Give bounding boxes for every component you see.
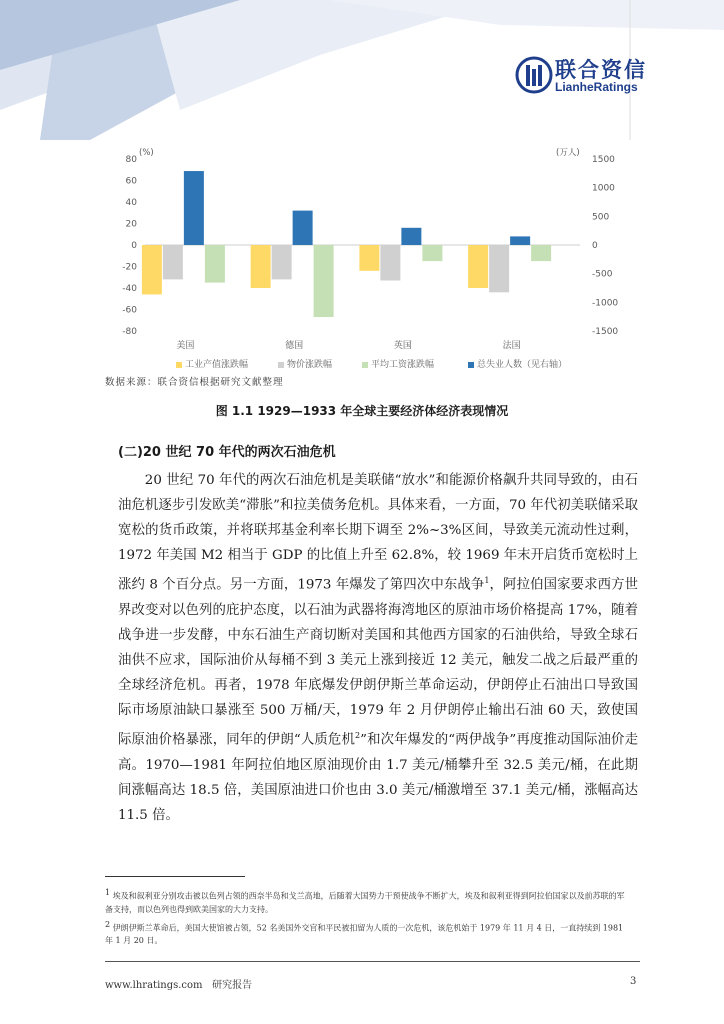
legend-swatch [176, 362, 182, 368]
legend-item [362, 357, 434, 370]
right-tick-label: -1000 [592, 298, 619, 309]
left-tick-label: -80 [122, 327, 137, 337]
legend-item [468, 357, 567, 370]
left-tick-label: 60 [125, 176, 137, 187]
left-axis-label: (%) [139, 148, 154, 158]
left-tick-label: -40 [122, 284, 137, 294]
right-tick-label: 500 [592, 212, 610, 223]
body-paragraph [118, 468, 638, 828]
footer-url[interactable]: www.lhratings.com [105, 980, 203, 991]
right-tick-label: 1500 [592, 155, 615, 165]
footnote-number: 1 [105, 888, 111, 897]
logo-mark-icon [515, 56, 553, 94]
right-tick-label: -1500 [592, 327, 619, 337]
footer-divider [105, 961, 640, 962]
footer-site [105, 976, 252, 991]
left-tick-label: -60 [122, 305, 137, 316]
left-tick-label: -20 [122, 262, 137, 273]
bar-2 [163, 245, 183, 279]
right-tick-label: 0 [592, 241, 598, 251]
left-tick-label: 20 [125, 219, 137, 230]
legend-swatch [362, 362, 368, 368]
bar-3 [314, 245, 334, 317]
category-label: 法国 [502, 341, 521, 351]
section-heading: (二)20 世纪 70 年代的两次石油危机 [118, 445, 336, 460]
logo-name-cn: 联合资信 [555, 58, 647, 82]
right-tick-label: 1000 [592, 183, 615, 194]
category-label: 英国 [393, 341, 412, 351]
footnote-ref-1[interactable]: 1 [484, 576, 490, 586]
legend-swatch [278, 362, 284, 368]
footnote-ref-2[interactable]: 2 [355, 731, 361, 741]
footnotes [105, 886, 625, 949]
bar-2 [489, 245, 509, 292]
legend-item [278, 357, 332, 370]
legend-label: 工业产值涨跌幅 [185, 360, 249, 370]
footnote-number: 2 [105, 919, 111, 929]
legend-label: 物价涨跌幅 [287, 360, 333, 370]
bar-4 [184, 171, 204, 245]
paragraph-part-3: ”和次年爆发的“两伊战争”再度推动国际油价走高。1970—1981 年阿拉伯地区原油现价由 1.7 美元/桶攀升至 32.5 美元/桶，在此期间涨幅高达 18.5 倍，美国原油进口价也由 3.0 美元/桶激增至 37.1 美元/桶，涨幅高达 11.5 倍。 [118, 732, 638, 824]
category-label: 德国 [285, 341, 304, 351]
footer-doc-type: 研究报告 [212, 980, 253, 991]
left-tick-label: 80 [125, 155, 137, 165]
bar-2 [380, 245, 400, 280]
bar-1 [251, 245, 271, 288]
bar-4 [293, 211, 313, 245]
legend-item [176, 357, 248, 370]
logo-name-en: LianheRatings [555, 80, 638, 94]
bar-4 [510, 236, 530, 245]
right-tick-label: -500 [592, 269, 613, 280]
chart-legend [170, 355, 610, 373]
legend-label: 平均工资涨跌幅 [371, 360, 435, 370]
page-number: 3 [630, 976, 637, 987]
bar-chart [100, 140, 630, 372]
figure-caption: 图 1.1 1929—1933 年全球主要经济体经济表现情况 [215, 404, 509, 418]
bar-1 [359, 245, 379, 271]
bar-3 [531, 245, 551, 261]
footnote-2 [105, 918, 625, 948]
data-source: 数据来源：联合资信根据研究文献整理 [105, 377, 284, 388]
bar-3 [422, 245, 442, 261]
left-tick-label: 0 [131, 241, 137, 251]
bar-4 [401, 228, 421, 245]
legend-label: 总失业人数（见右轴） [477, 360, 568, 370]
footnote-divider [105, 876, 245, 877]
category-label: 美国 [176, 341, 195, 351]
bar-3 [205, 245, 225, 283]
left-tick-label: 40 [125, 198, 137, 208]
bar-2 [272, 245, 292, 279]
paragraph-part-1: 20 世纪 70 年代的两次石油危机是美联储“放水”和能源价格飙升共同导致的，由石油危机逐步引发欧美“滞胀”和拉美债务危机。具体来看，一方面，70 年代初美联储采取宽松的货币政策，并将联邦基金利率长期下调至 2%~3%区间，导致美元流动性过剩，1972 年美国 M2 相当于 GDP 的比值上升至 62.8%，较 1969 年末开启货币宽松时上涨约 8 个百分点。另一方面，1973 年爆发了第四次中东战争 [118, 473, 638, 593]
footnote-text: 埃及和叙利亚分别攻击被以色列占领的西奈半岛和戈兰高地，后随着大国势力干预使战争不断扩大，埃及和叙利亚得到阿拉伯国家以及前苏联的军备支持，而以色列也得到欧美国家的大力支持。 [105, 891, 625, 914]
paragraph-part-2: ，阿拉伯国家要求西方世界改变对以色列的庇护态度，以石油为武器将海湾地区的原油市场价格提高 17%，随着战争进一步发酵，中东石油生产商切断对美国和其他西方国家的石油供给，导致全球石油供不应求，国际油价从每桶不到 3 美元上涨到接近 12 美元，触发二战之后最严重的全球经济危机。再者，1978 年底爆发伊朗伊斯兰革命运动，伊朗停止石油出口导致国际市场原油缺口暴涨至 500 万桶/天，1979 年 2 月伊朗停止输出石油 60 天，致使国际原油价格暴涨，同年的伊朗“人质危机 [118, 577, 638, 748]
right-axis-label: (万人) [556, 148, 580, 158]
footnote-1 [105, 886, 625, 916]
legend-swatch [468, 362, 474, 368]
bar-1 [468, 245, 488, 288]
bar-1 [142, 245, 162, 294]
footnote-text: 伊朗伊斯兰革命后，美国大使馆被占领，52 名美国外交官和平民被扣留为人质的一次危机，该危机始于 1979 年 11 月 4 日，一直持续到 1981 年 1 月 20 日。 [105, 923, 624, 946]
lianhe-logo [515, 54, 655, 98]
